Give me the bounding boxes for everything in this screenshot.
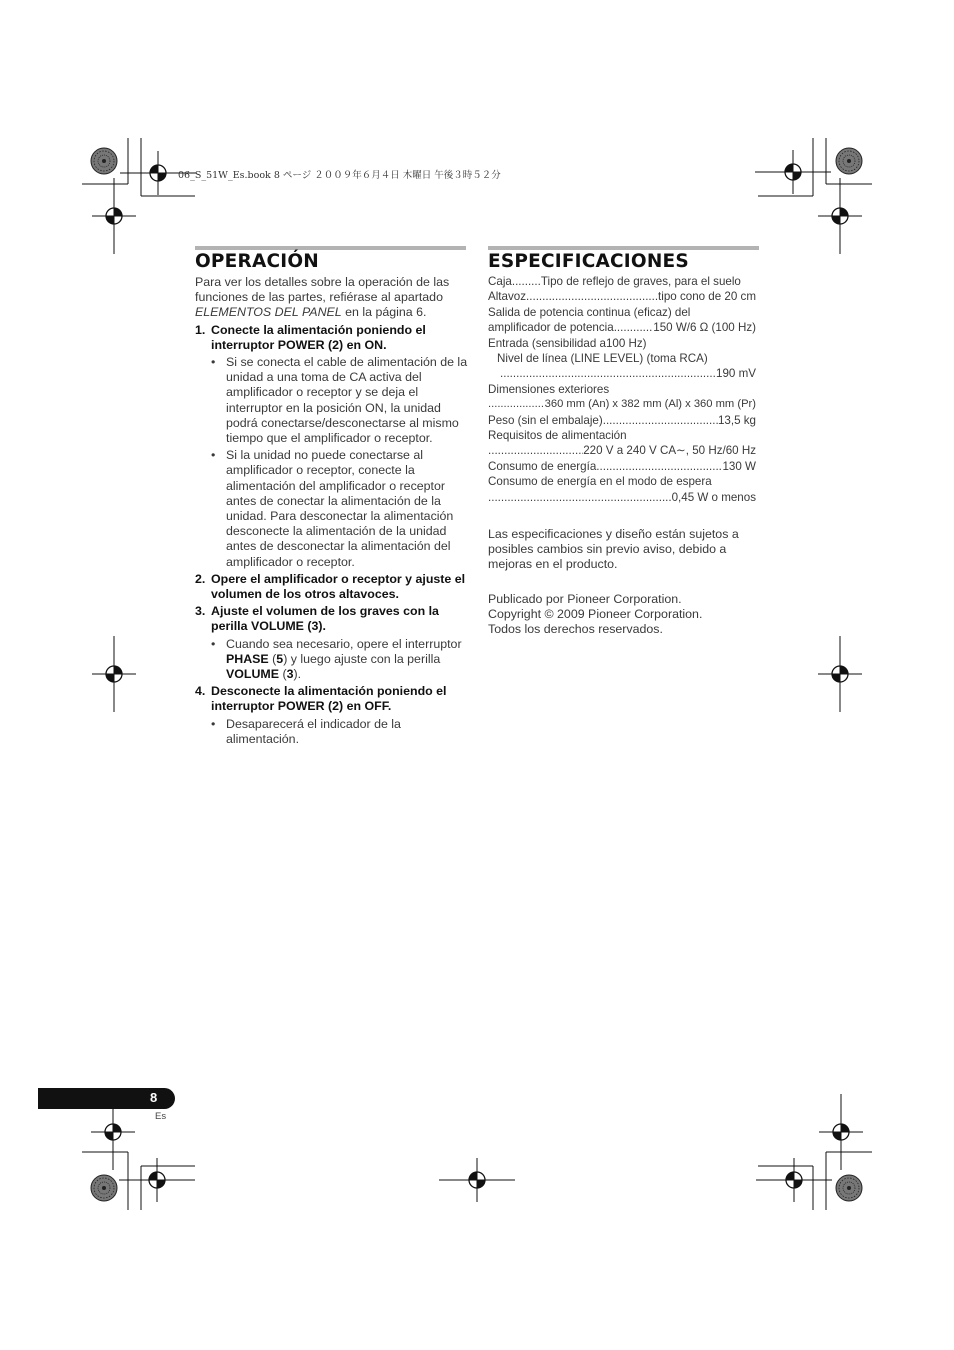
step-2: 2. Opere el amplificador o receptor y ajuste el volumen de los otros altavoces. [195,571,466,602]
spec-espera-label: Consumo de energía en el modo de espera [488,475,712,489]
spec-altavoz: Altavoz ..... tipo cono de 20 cm [488,289,756,304]
spec-consumo: Consumo de energía ..... 130 W [488,459,756,474]
intro-paragraph: Para ver los detalles sobre la operación de las funciones de las partes, refiérase al apartado ELEMENTOS DEL PANEL en la página 6. [195,275,450,320]
operacion-body [195,275,470,747]
spec-dim: ..... 360 mm (An) x 382 mm (Al) x 360 mm (Pr) [488,397,756,412]
spec-req: ..... 220 V a 240 V CA∼, 50 Hz/60 Hz [488,443,756,458]
spec-salida: amplificador de potencia ..... 150 W/6 Ω (100 Hz) [488,320,756,335]
step-4: 4. Desconecte la alimentación poniendo el interruptor POWER (2) en OFF. [195,684,447,714]
operacion-title: OPERACIÓN [195,251,319,272]
spec-salida-label: Salida de potencia continua (eficaz) del [488,305,691,319]
section-rule [195,246,466,250]
spec-espera: ..... 0,45 W o menos [488,490,756,505]
step-1: 1. Conecte la alimentación poniendo el interruptor POWER (2) en ON. [195,322,426,352]
spec-nivel-label: Nivel de línea (LINE LEVEL) (toma RCA) [497,352,708,366]
list-item: • Cuando sea necesario, opere el interruptor PHASE (5) y luego ajuste con la perilla VOLUME (3). [211,636,462,682]
print-header: 06_S_51W_Es.book 8 ページ ２００９年６月４日 木曜日 午後３時５２分 [178,170,501,181]
step-3: 3. Ajuste el volumen de los graves con la perilla VOLUME (3). [195,604,439,634]
page-number: 8 [150,1090,158,1105]
spec-entrada: Entrada (sensibilidad a100 Hz) [488,336,647,350]
list-item: • Si se conecta el cable de alimentación de la unidad a una toma de CA activa del amplificador o receptor y se deja el interruptor en la posición ON, la unidad podrá conectarse/desconectarse al mismo tiempo que el amplificador o receptor. [211,355,468,446]
spec-peso: Peso (sin el embalaje) ..... 13,5 kg [488,413,756,428]
section-rule [488,246,759,250]
spec-caja: Caja ......... Tipo de reflejo de graves, para el suelo [488,275,741,288]
spec-note: Las especificaciones y diseño están sujetos a posibles cambios sin previo aviso, debido a mejoras en el producto. [488,527,739,572]
list-item: • Desaparecerá el indicador de la alimentación. [211,716,401,746]
spec-req-label: Requisitos de alimentación [488,429,627,443]
page-language: Es [155,1111,167,1122]
publisher-block: Publicado por Pioneer Corporation. Copyright © 2009 Pioneer Corporation. Todos los derechos reservados. [488,592,703,637]
spec-dim-label: Dimensiones exteriores [488,382,610,396]
list-item: • Si la unidad no puede conectarse al amplificador o receptor, conecte la alimentación del amplificador o receptor antes de conectar la alimentación de la unidad. Para desconectar la alimentación desconecte la alimentación de la unidad antes de desconectar la alimentación del amplificador o receptor. [211,448,454,569]
especificaciones-title: ESPECIFICACIONES [488,251,689,272]
spec-list [488,274,756,505]
spec-nivel: ..... 190 mV [488,366,756,381]
